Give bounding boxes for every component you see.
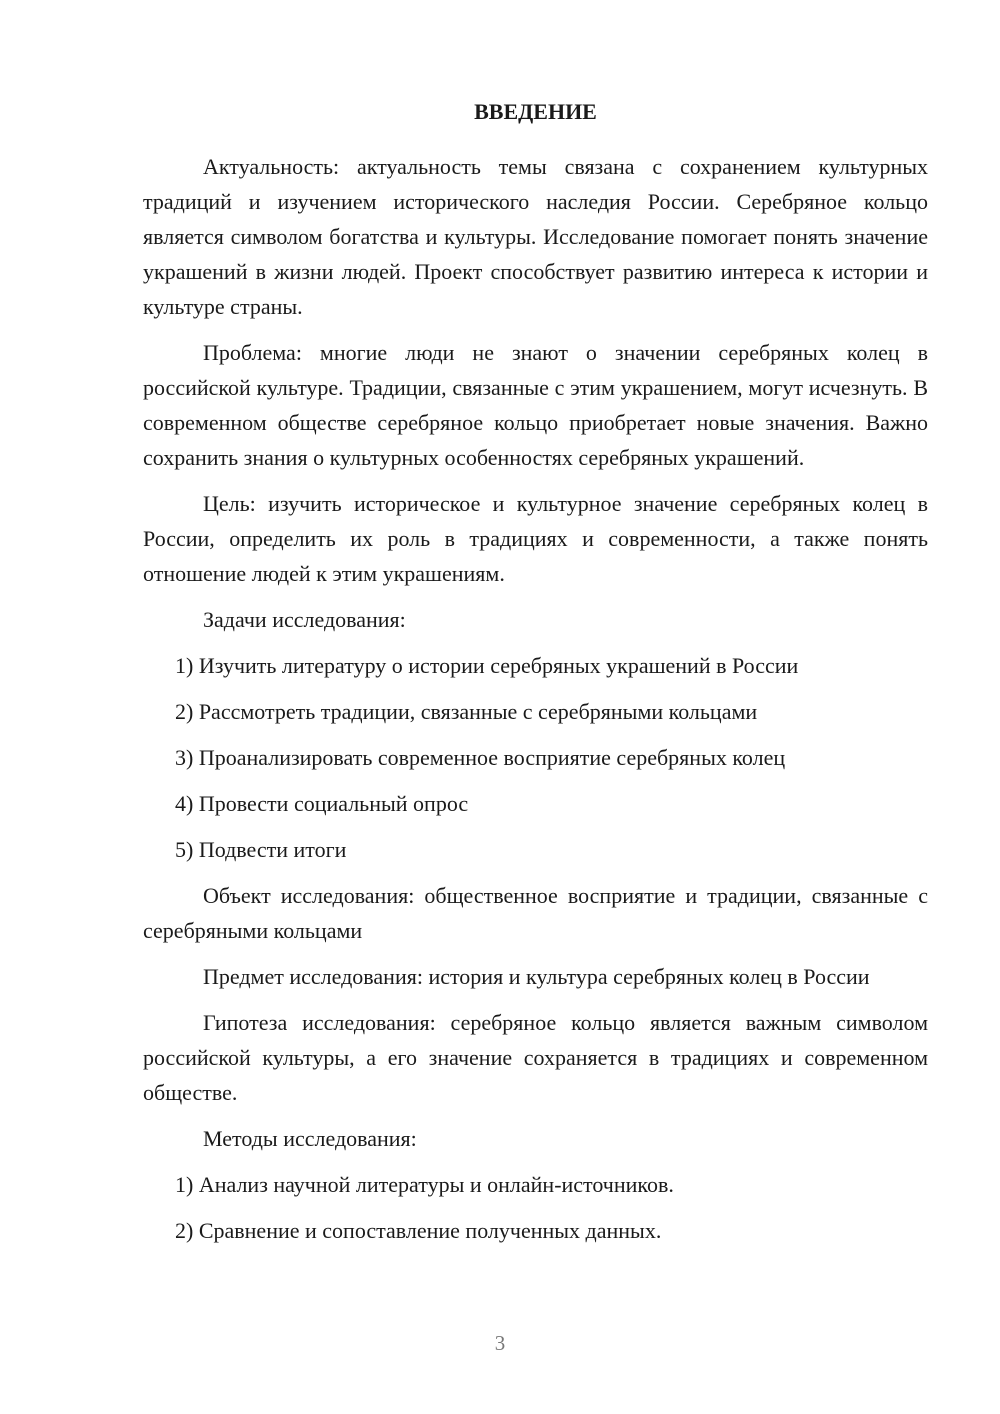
methods-heading: Методы исследования: xyxy=(203,1126,417,1151)
goal-paragraph: Цель: изучить историческое и культурное значение серебряных колец в России, определить их роль в традициях и современности, а также понять отношение людей к этим украшениям. xyxy=(143,491,928,586)
page-number: 3 xyxy=(494,1331,506,1355)
page-title: ВВЕДЕНИЕ xyxy=(474,99,597,124)
task-item: 1) Изучить литературу о истории серебряных украшений в России xyxy=(175,653,799,678)
hypothesis-paragraph: Гипотеза исследования: серебряное кольцо является важным символом российской культуры, а его значение сохраняется в традициях и современном обществе. xyxy=(143,1010,928,1105)
page-content xyxy=(143,94,928,1259)
method-item: 2) Сравнение и сопоставление полученных данных. xyxy=(175,1218,662,1243)
task-item: 2) Рассмотреть традиции, связанные с серебряными кольцами xyxy=(175,699,758,724)
task-item: 3) Проанализировать современное восприятие серебряных колец xyxy=(175,745,786,770)
relevance-paragraph: Актуальность: актуальность темы связана с сохранением культурных традиций и изучением исторического наследия России. Серебряное кольцо является символом богатства и культуры. Исследование помогает понять значение украшений в жизни людей. Проект способствует развитию интереса к истории и культуре страны. xyxy=(143,154,928,319)
task-item: 5) Подвести итоги xyxy=(175,837,347,862)
method-item: 1) Анализ научной литературы и онлайн-источников. xyxy=(175,1172,674,1197)
problem-paragraph: Проблема: многие люди не знают о значении серебряных колец в российской культуре. Традиции, связанные с этим украшением, могут исчезнуть. В современном обществе серебряное кольцо приобретает новые значения. Важно сохранить знания о культурных особенностях серебряных украшений. xyxy=(143,340,928,470)
object-paragraph: Объект исследования: общественное восприятие и традиции, связанные с серебряными кольцами xyxy=(143,883,928,943)
task-item: 4) Провести социальный опрос xyxy=(175,791,469,816)
subject-paragraph: Предмет исследования: история и культура серебряных колец в России xyxy=(203,964,870,989)
tasks-heading: Задачи исследования: xyxy=(203,607,406,632)
